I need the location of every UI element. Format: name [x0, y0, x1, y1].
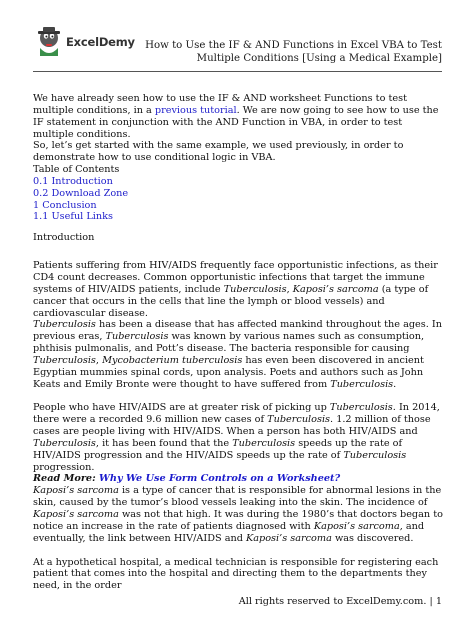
paragraph-hospital-scenario: At a hypothetical hospital, a medical technician is responsible for registering each patient that comes into the hospital and directing them to the departments they need, in the order [33, 556, 439, 592]
read-more-link[interactable]: Why We Use Form Controls on a Worksheet? [99, 473, 341, 485]
intro-text-1: We have already seen how to use the IF & AND worksheet Functions to test multiple conditions, in a [33, 93, 407, 116]
read-more [33, 473, 445, 485]
read-more-label: Read More: [33, 473, 100, 485]
article-body [33, 93, 445, 592]
toc-item-useful-links[interactable]: 1.1 Useful Links [33, 211, 113, 223]
page-footer: All rights reserved to ExcelDemy.com. | 1 [238, 596, 442, 607]
section-heading-introduction: Introduction [33, 232, 95, 244]
toc-item-conclusion[interactable]: 1 Conclusion [33, 199, 97, 211]
paragraph-opportunistic-infections: Patients suffering from HIV/AIDS frequently face opportunistic infections, as their CD4 count decreases. Common opportunistic infections that target the immune systems of HIV/AIDS patients, include Tuberculosis, Kaposi’s sarcoma (a type of cancer that occurs in the cells that line the lymph or blood vessels) and cardiovascular disease. [33, 260, 438, 319]
paragraph-tuberculosis-history: Tuberculosis has been a disease that has affected mankind throughout the ages. In previous eras, Tuberculosis was known by various names such as consumption, phthisis pulmonalis, and Pott’s disease. The bacteria responsible for causing Tuberculosis, Mycobacterium tuberculosis has even been discovered in ancient Egyptian mummies spinal cords, upon analysis. Poets and authors such as John Keats and Emily Bronte were thought to have suffered from Tuberculosis. [33, 319, 442, 390]
logo-mascot-icon [34, 26, 64, 60]
intro-paragraph-2: So, let’s get started with the same example, we used previously, in order to demonstrate how to use conditional logic in VBA. [33, 140, 404, 164]
toc-heading: Table of Contents [33, 164, 120, 176]
site-logo[interactable] [34, 26, 135, 60]
intro-paragraph [33, 93, 445, 140]
previous-tutorial-link[interactable]: previous tutorial [154, 104, 237, 116]
toc-item-download-zone[interactable]: 0.2 Download Zone [33, 187, 129, 199]
toc-item-introduction[interactable]: 0.1 Introduction [33, 175, 113, 187]
paragraph-kaposis-sarcoma: Kaposi’s sarcoma is a type of cancer that is responsible for abnormal lesions in the skin, caused by the tumor’s blood vessels leaking into the skin. The incidence of Kaposi’s sarcoma was not that high. It was during the 1980’s that doctors began to notice an increase in the rate of patients diagnosed with Kaposi’s sarcoma, and eventually, the link between HIV/AIDS and Kaposi’s sarcoma was discovered. [33, 485, 443, 544]
header-divider [33, 71, 442, 72]
logo-text: ExcelDemy [66, 35, 135, 49]
table-of-contents [33, 164, 445, 223]
paragraph-hiv-tb-risk: People who have HIV/AIDS are at greater risk of picking up Tuberculosis. In 2014, there were a recorded 9.6 million new cases of Tuberculosis. 1.2 million of those cases are people living with HIV/AIDS. When a person has both HIV/AIDS and Tuberculosis, it has been found that the Tuberculosis speeds up the rate of HIV/AIDS progression and the HIV/AIDS speeds up the rate of Tuberculosis progression. [33, 402, 440, 473]
intro-text-2: . We are now going to see how to use the IF statement in conjunction with the AND Function in VBA, in order to test multiple conditions. [33, 104, 439, 140]
header-title: How to Use the IF & AND Functions in Excel VBA to Test Multiple Conditions [Using a Medical Example] [145, 40, 442, 65]
